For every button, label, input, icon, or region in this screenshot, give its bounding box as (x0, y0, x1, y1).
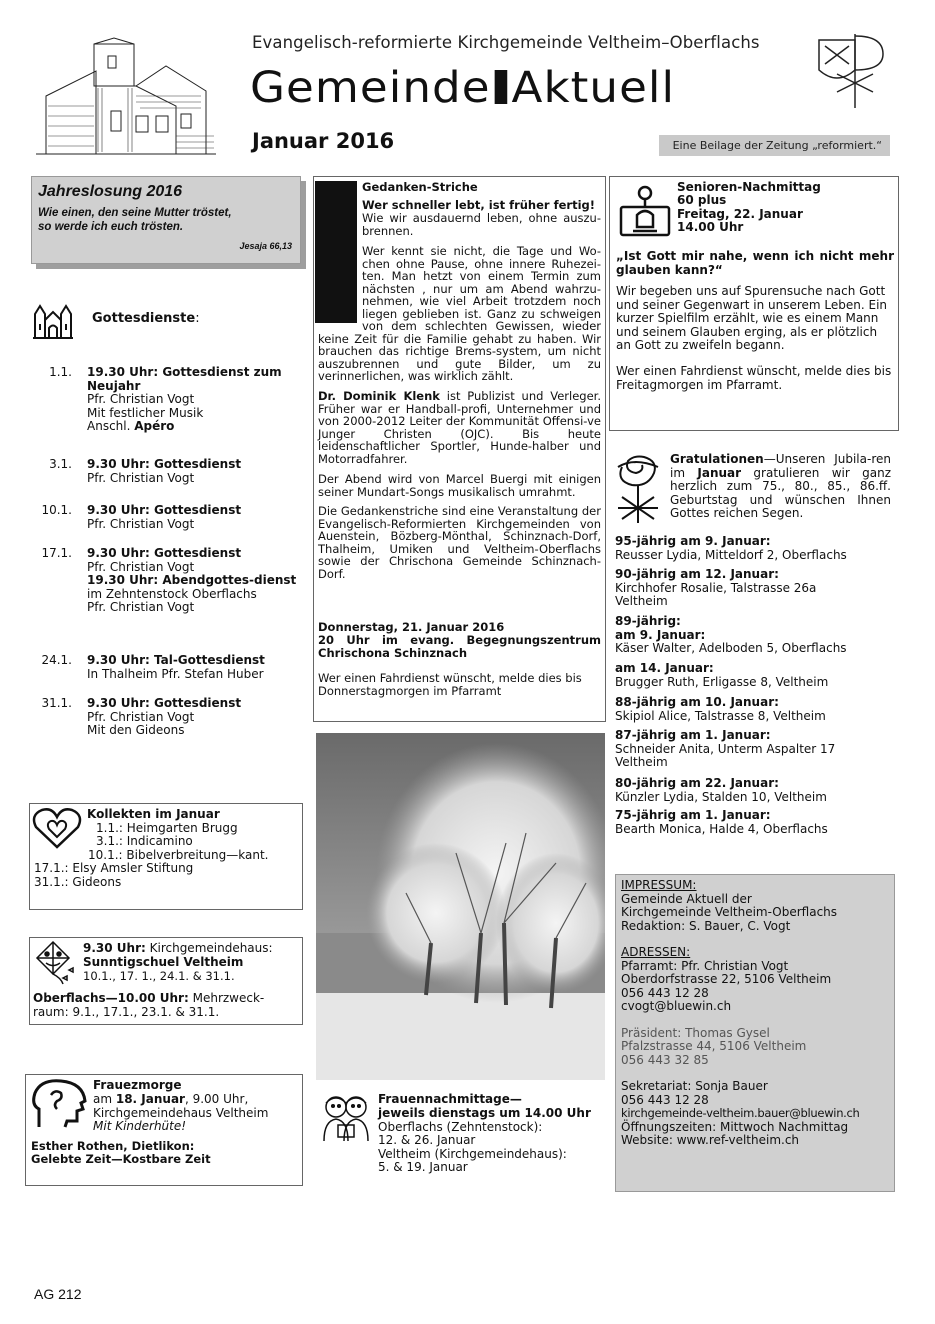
service-date: 1.1. (49, 365, 72, 379)
service-detail: Pfr. Christian Vogt (87, 709, 195, 724)
service-detail-text: Anschl. (87, 419, 135, 433)
two-women-icon (320, 1093, 372, 1143)
kollekte-line: 3.1.: Indicamino (96, 834, 193, 848)
jubilar-heading: 87-jährig am 1. Januar: (615, 728, 771, 742)
gedanken-event-date: Donnerstag, 21. Januar 2016 (318, 620, 505, 634)
losung-verse (38, 206, 294, 234)
gedanken-heading: Gedanken-Striche (362, 180, 478, 194)
jahreslosung-box (31, 176, 301, 264)
service-time: 9.30 Uhr: Gottesdienst (87, 457, 242, 471)
service-detail: Pfr. Christian Vogt (87, 516, 195, 531)
service-detail: Pfr. Christian Vogt (87, 470, 195, 485)
frauez-time: , 9.00 Uhr, (184, 1092, 249, 1106)
jubilar-entry (615, 696, 826, 723)
gedanken-p5: Die Gedankenstriche sind eine Veranstaltung der Evangelisch-Reformierten Kirchgemeinden von Auenstein, Bözberg-Mönthal, Schinznach-Dorf, Thalheim, Umiken und Veltheim-Oberflachs sowie der Chrischona Gemeinde Schinznach-Dorf. (318, 504, 601, 581)
service-time: 9.30 Uhr: Gottesdienst (87, 503, 242, 517)
service-detail: Pfr. Christian Vogt (87, 392, 195, 406)
service-detail: In Thalheim Pfr. Stefan Huber (87, 666, 264, 681)
gedanken-p3 (318, 390, 601, 465)
services-title-colon: : (195, 311, 200, 326)
face-profile-icon (31, 1079, 89, 1129)
gedanken-event-place: 20 Uhr im evang. Begegnungszentrum Chrischona Schinznach (318, 633, 601, 660)
kollekte-line: 17.1.: Elsy Amsler Stiftung (34, 861, 194, 875)
adressen-title: ADRESSEN: (621, 945, 691, 959)
frauennm-line: 5. & 19. Januar (378, 1160, 468, 1174)
oberflachs-label: Oberflachs—10.00 Uhr: (33, 991, 189, 1005)
jubilar-line: Kirchhofer Rosalie, Talstrasse 26a (615, 580, 817, 595)
gedanken-p2 (318, 245, 601, 383)
gedanken-p2-text: Wer kennt sie nicht, die Tage und Wo-chen ohne Pause, ohne innere Ruhezei-ten. Man hetzt von einem Termin zum nächsten , nur um am Abend wahrzu-nehmen, wie viel Arbeit trotzdem noch liegen geblieben ist. Ganz zu schweigen von dem schlechten Gewissen, wieder keine Zeit für die Familie gehabt zu haben. Wir brauchen das richtige Brems-system, um nicht auszubrennen und gute Bilder, um zu verinnerlichen, was wirklich zählt. (318, 244, 601, 383)
service-detail-bold: Apéro (134, 419, 175, 433)
senioren-p1: Wir begeben uns auf Spurensuche nach Gott und seiner Gegenwart in unserem Leben. Ein kurzer Spielfilm erzählt, wie es einem Mann und seinem Glauben erging, als er plötzlich an Gott zu zweifeln begann. (616, 284, 888, 352)
parish-crest-icon (815, 30, 890, 112)
speaker-bio: ist Publizist und Verleger. Früher war er Handball-profi, Unternehmer und von 2000-2012 Leiter der Kommunität Offensi-ve Junger Christen (OJC). Bis heute leidenschaftlicher Sportler, Hunde-halber und Motorradfahrer. (318, 389, 602, 466)
masthead-word-2: Aktuell (511, 63, 676, 113)
supplement-note: Eine Beilage der Zeitung „reformiert.“ (659, 135, 890, 156)
jubilar-heading: 88-jährig am 10. Januar: (615, 695, 779, 709)
frauez-speaker: Esther Rothen, Dietlikon: (31, 1139, 195, 1153)
losung-title: Jahreslosung 2016 (38, 183, 183, 200)
jubilar-line: Brugger Ruth, Erligasse 8, Veltheim (615, 674, 829, 689)
praesident-line: Pfalzstrasse 44, 5106 Veltheim (621, 1039, 807, 1053)
frauez-am: am (93, 1092, 116, 1106)
jubilar-heading: 95-jährig am 9. Januar: (615, 534, 771, 548)
sekretariat-line: 056 443 12 28 (621, 1092, 709, 1107)
losung-reference: Jesaja 66,13 (239, 241, 292, 251)
gedanken-p1: Wie wir ausdauernd leben, ohne auszu-brennen. (362, 211, 601, 238)
jubilar-line: Skipiol Alice, Talstrasse 8, Veltheim (615, 708, 826, 723)
heart-icon (32, 807, 82, 849)
jubilar-heading: 90-jährig am 12. Januar: (615, 567, 779, 581)
jubilar-line: Reusser Lydia, Mitteldorf 2, Oberflachs (615, 547, 847, 562)
jubilar-heading: 75-jährig am 1. Januar: (615, 808, 771, 822)
jubilar-entry (615, 729, 835, 770)
kollekte-line: 10.1.: Bibelverbreitung—kant. (88, 848, 269, 862)
kite-icon (33, 940, 79, 986)
senioren-question: „Ist Gott mir nahe, wenn ich nicht mehr glauben kann?“ (616, 249, 894, 277)
impressum-line: Gemeinde Aktuell der (621, 891, 752, 906)
service-detail: Mit den Gideons (87, 723, 185, 737)
gratulationen-month: Januar (697, 465, 742, 480)
service-time: 9.30 Uhr: Gottesdienst (87, 546, 242, 560)
sunntig-time: 9.30 Uhr: (83, 941, 146, 955)
frauez-kinderhuete: Mit Kinderhüte! (93, 1119, 187, 1133)
service-detail: im Zehntenstock Oberflachs (87, 586, 257, 601)
frauez-place: Kirchgemeindehaus Veltheim (93, 1106, 269, 1120)
losung-verse-line: Wie einen, den seine Mutter tröstet, (38, 207, 232, 219)
frauezmorge-box (25, 1074, 303, 1186)
pfarramt-email[interactable]: cvogt@bluewin.ch (621, 999, 732, 1013)
jubilar-entry (615, 615, 847, 656)
jubilar-entry (615, 662, 828, 689)
sekretariat-line: Sekretariat: Sonja Bauer (621, 1079, 768, 1093)
cinema-projector-icon (617, 183, 673, 239)
sunntig-place: Kirchgemeindehaus: (145, 941, 273, 955)
praesident-line: 056 443 32 85 (621, 1052, 709, 1067)
church-sketch-illustration (36, 36, 216, 156)
frauennm-title2: jeweils dienstags um 14.00 Uhr (378, 1106, 591, 1120)
kollekte-line: 1.1.: Heimgarten Brugg (96, 821, 238, 835)
gedanken-subheading: Wer schneller lebt, ist früher fertig! (362, 198, 595, 212)
service-detail: Pfr. Christian Vogt (87, 559, 195, 574)
frauez-topic: Gelebte Zeit—Kostbare Zeit (31, 1152, 211, 1166)
senioren-title2: 60 plus (677, 193, 727, 207)
senioren-date: Freitag, 22. Januar (677, 207, 803, 221)
jubilar-heading: am 14. Januar: (615, 661, 714, 675)
jubilar-line: Künzler Lydia, Stalden 10, Veltheim (615, 789, 827, 804)
jubilar-entry (615, 535, 847, 562)
jubilar-heading: 80-jährig am 22. Januar: (615, 776, 779, 790)
service-time: 9.30 Uhr: Gottesdienst (87, 696, 242, 710)
frauennm-title1: Frauennachmittage— (378, 1092, 522, 1106)
gedanken-event-note: Wer einen Fahrdienst wünscht, melde dies bis Donnerstagmorgen im Pfarramt (318, 671, 582, 698)
church-icon (32, 300, 74, 340)
service-date: 3.1. (49, 457, 72, 471)
kollekten-title: Kollekten im Januar (87, 807, 220, 821)
masthead-block (495, 70, 508, 104)
senioren-time: 14.00 Uhr (677, 220, 744, 234)
rose-icon (614, 453, 664, 525)
gratulationen-title: Gratulationen (670, 452, 764, 466)
masthead-word-1: Gemeinde (250, 63, 491, 113)
jubilar-line: Schneider Anita, Unterm Aspalter 17 (615, 741, 836, 756)
frauennm-line: Veltheim (Kirchgemeindehaus): (378, 1147, 567, 1161)
jubilar-entry (615, 568, 816, 609)
masthead-title (250, 64, 675, 112)
services-heading (92, 312, 200, 326)
parish-name: Evangelisch-reformierte Kirchgemeinde Veltheim–Oberflachs (252, 33, 760, 52)
jubilar-entry (615, 809, 828, 836)
adresse-line: Oberdorfstrasse 22, 5106 Veltheim (621, 972, 832, 986)
speaker-name: Dr. Dominik Klenk (318, 389, 440, 403)
gratulationen-text-a: —Unseren Jubila-ren im (670, 452, 891, 480)
service-date: 17.1. (41, 546, 72, 560)
frauez-date: 18. Januar (115, 1092, 185, 1106)
senioren-title1: Senioren-Nachmittag (677, 180, 821, 194)
kollekte-line: 31.1.: Gideons (34, 875, 122, 889)
service-time: 19.30 Uhr: Gottesdienst zum Neujahr (87, 365, 282, 393)
service-time: 19.30 Uhr: Abendgottes-dienst (87, 573, 297, 587)
kollekten-box (29, 803, 303, 910)
sunntig-line-1 (83, 942, 273, 956)
jubilar-line: Veltheim (615, 594, 668, 608)
frauez-title: Frauezmorge (93, 1078, 182, 1092)
service-date: 24.1. (41, 653, 72, 667)
service-date: 31.1. (41, 696, 72, 710)
jubilar-heading: 89-jährig: (615, 614, 681, 628)
service-date: 10.1. (41, 503, 72, 517)
frauez-date-line (93, 1093, 248, 1107)
frauennm-line: Oberflachs (Zehntenstock): (378, 1120, 543, 1134)
services-title: Gottesdienste (92, 311, 196, 326)
jubilar-line: Veltheim (615, 755, 668, 769)
website-line[interactable]: Website: www.ref-veltheim.ch (621, 1133, 800, 1147)
sunntig-name: Sunntigschuel Veltheim (83, 955, 244, 969)
impressum-line: Redaktion: S. Bauer, C. Vogt (621, 918, 791, 933)
senioren-box (609, 176, 899, 431)
service-time: 9.30 Uhr: Tal-Gottesdienst (87, 653, 265, 667)
adresse-line: 056 443 12 28 (621, 985, 709, 1000)
sunntig-oberflachs (33, 992, 299, 1019)
jubilar-line: Bearth Monica, Halde 4, Oberflachs (615, 821, 828, 836)
adresse-line: Pfarramt: Pfr. Christian Vogt (621, 958, 789, 973)
sekretariat-line: Öffnungszeiten: Mittwoch Nachmittag (621, 1119, 849, 1134)
praesident-line: Präsident: Thomas Gysel (621, 1025, 770, 1040)
issue-date: Januar 2016 (252, 129, 395, 153)
jubilar-line: Käser Walter, Adelboden 5, Oberflachs (615, 641, 847, 655)
impressum-line: Kirchgemeinde Veltheim-Oberflachs (621, 905, 838, 919)
sekretariat-email[interactable]: kirchgemeinde-veltheim.bauer@bluewin.ch (621, 1106, 860, 1120)
service-detail: Pfr. Christian Vogt (87, 600, 195, 614)
gratulationen-text-b: gratulieren wir ganz herzlich zum 75., 80., 85., 86.ff. Geburtstag und wünschen Ihnen Gottes reichen Segen. (670, 465, 892, 520)
footer-code: AG 212 (34, 1286, 82, 1302)
service-detail: Mit festlicher Musik (87, 405, 204, 420)
impressum-title: IMPRESSUM: (621, 878, 697, 892)
jubilar-entry (615, 777, 827, 804)
service-detail (87, 420, 302, 434)
sunntig-dates: 10.1., 17. 1., 24.1. & 31.1. (83, 969, 235, 983)
float-spacer (318, 245, 362, 327)
gratulationen-intro (670, 453, 891, 521)
gedanken-p4: Der Abend wird von Marcel Buergi mit einigen seiner Mundart-Songs musikalisch umrahmt. (318, 472, 601, 499)
impressum-box (615, 874, 895, 1192)
frauennm-line: 12. & 26. Januar (378, 1133, 476, 1147)
jubilar-heading: am 9. Januar: (615, 627, 706, 642)
senioren-p2: Wer einen Fahrdienst wünscht, melde dies bis Freitagmorgen im Pfarramt. (616, 364, 892, 392)
oberflachs-text: Mehrzweck-raum: 9.1., 17.1., 23.1. & 31.1. (33, 991, 265, 1019)
winter-tree-photo (316, 733, 605, 1080)
losung-verse-line: so werde ich euch trösten. (38, 221, 184, 233)
sunntigschuel-box (29, 937, 303, 1025)
